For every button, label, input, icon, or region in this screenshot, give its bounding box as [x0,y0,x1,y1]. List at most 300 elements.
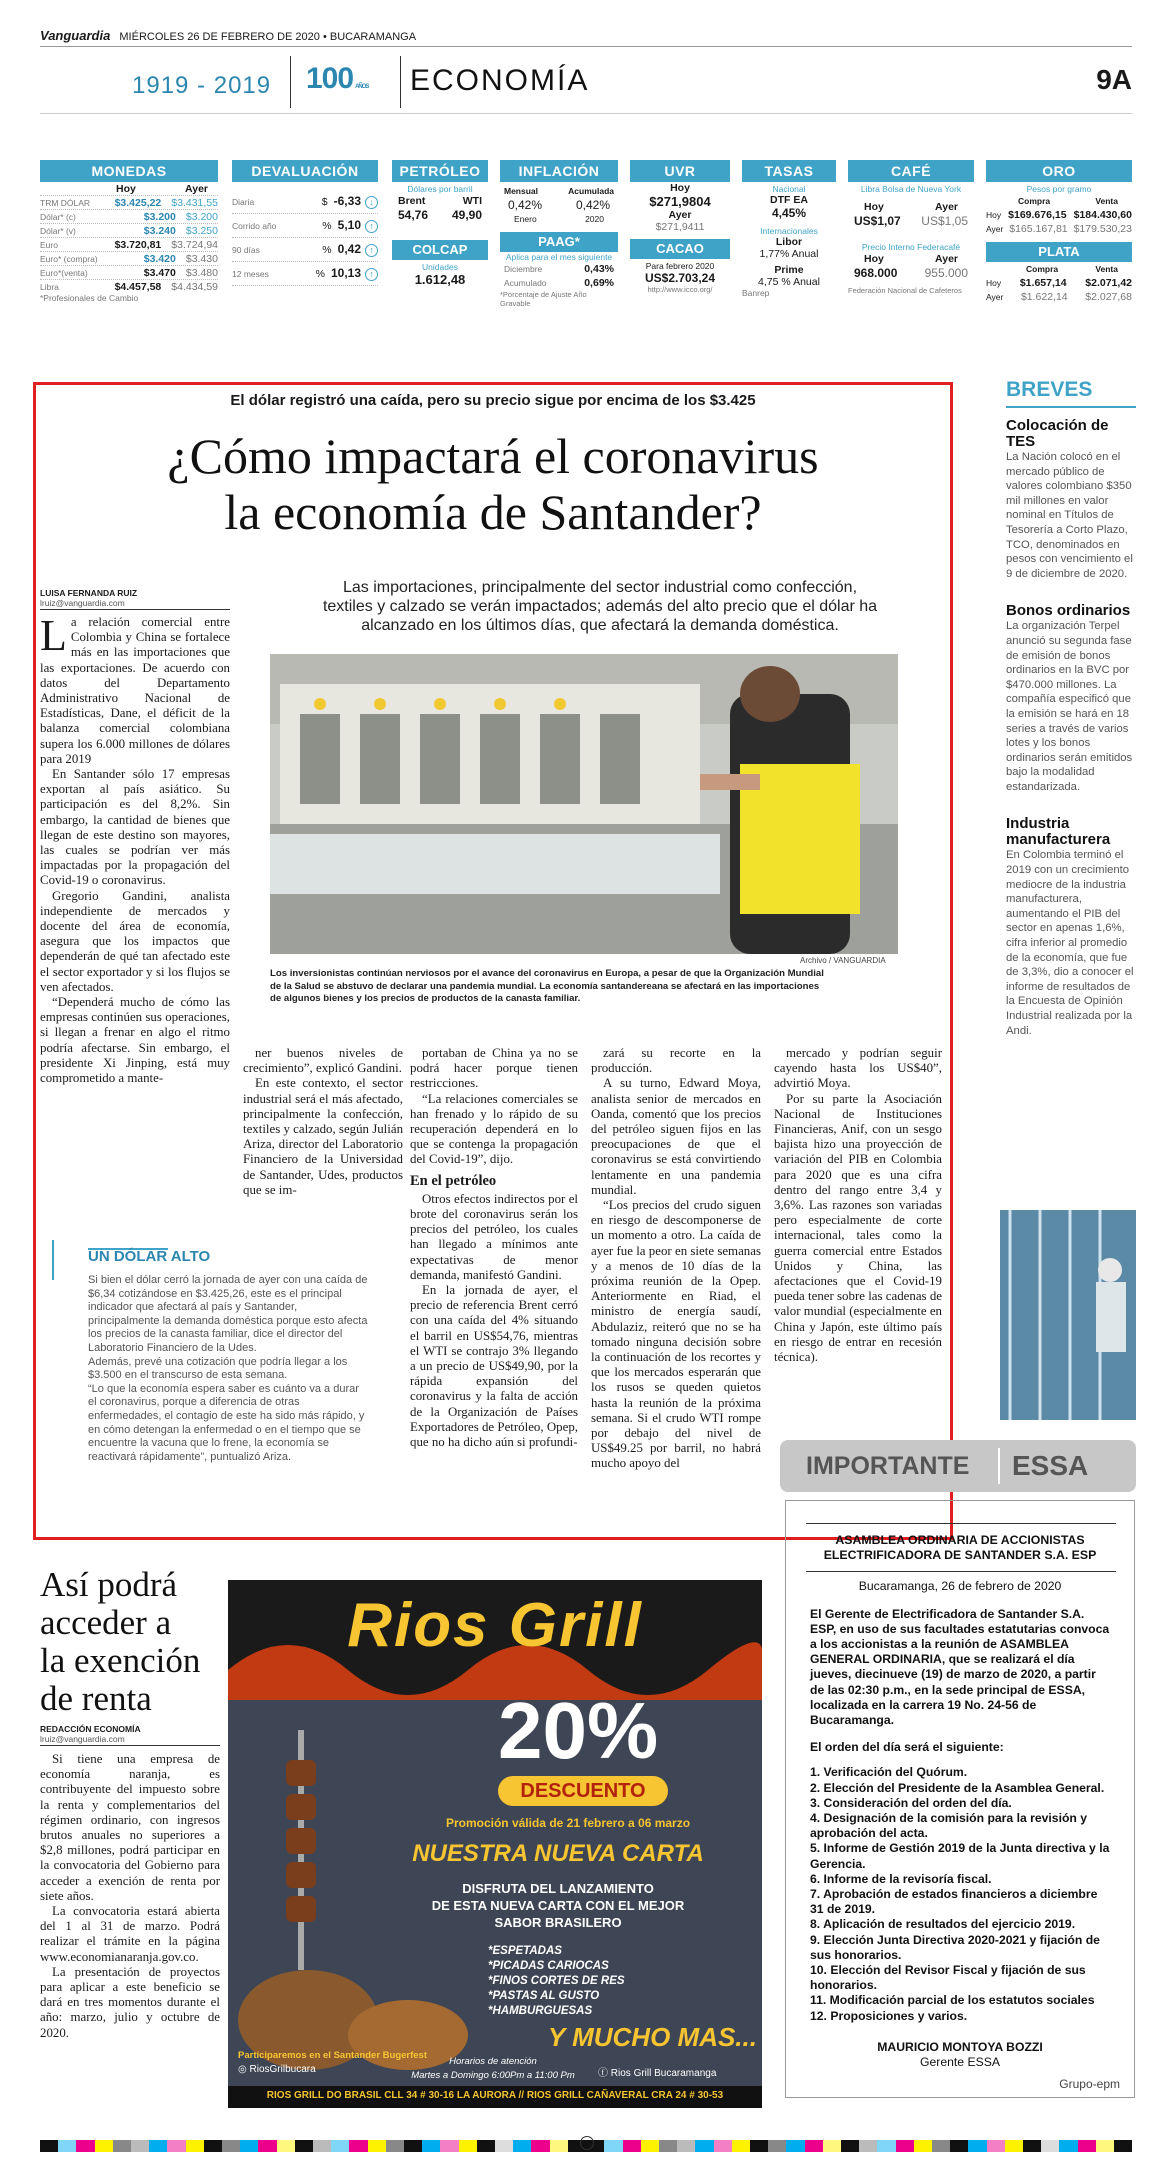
dateline: MIÉRCOLES 26 DE FEBRERO DE 2020 • BUCARAMANGA [119,31,417,43]
deval-value: 5,10 [337,218,361,232]
ad-disfruta [378,1880,738,1931]
inflacion-panel [500,160,618,308]
hoy-value: $4.457,58 [114,280,162,293]
photo-caption [270,968,910,1006]
article-column-5 [774,1046,942,1365]
color-mark [40,2140,58,2152]
paragraph: mercado y podrían seguir cayendo hasta los US$40”, advirtió Moya. [774,1046,942,1091]
renta-title-3: la exención [40,1641,201,1680]
color-mark [331,2140,349,2152]
color-mark [222,2140,240,2152]
author-byline: LUISA FERNANDA RUIZ [40,588,138,598]
color-mark [1114,2140,1132,2152]
breve-text: La organización Terpel anunció su segunda fase de emisión de bonos ordinarios en la BVC por $470.000 millones. La compañía especificó que la emisión se hará en 18 series a través de varios lotes y los bonos ordinarios serán emitidos bajo la modalidad estandarizada. [1006,620,1133,793]
deval-unit: % [315,268,325,280]
hoy-value: $3.200 [143,210,176,223]
hoy-value: $3.420 [143,252,176,265]
breves-list [1006,418,1136,1038]
renta-text [40,1752,220,2041]
devaluacion-row [232,214,378,238]
paag-sub: Aplica para el mes siguiente [505,252,613,262]
color-mark [823,2140,841,2152]
monedas-row [40,195,218,209]
color-mark [368,2140,386,2152]
ad-horarios: Horarios de atención [449,2056,537,2067]
row-values [115,239,218,251]
plata-ayer-venta: $2.027,68 [1085,291,1132,303]
paag-row [500,276,618,290]
oro-sub: Pesos por gramo [1026,184,1092,194]
agenda-item: 9. Elección Junta Directiva 2020-2021 y fijación de sus honorarios. [810,1932,1100,1962]
color-mark [1005,2140,1023,2152]
divider [40,609,230,610]
color-mark [604,2140,622,2152]
wti-value: 49,90 [451,208,482,222]
paragraph: La presentación de proyectos para aplicar a este beneficio se dará en tres momentos durante el año: marzo, julio y octubre de 2020. [40,1964,220,2040]
currency-label: TRM DÓLAR [40,197,91,208]
deval-label: Diaria [232,196,255,207]
tasas-nacional: Nacional [772,184,806,194]
brand-name: Vanguardia [40,28,111,43]
color-mark [422,2140,440,2152]
industry-photo [1000,1210,1136,1420]
paag-title: PAAG* [500,232,618,252]
cafe-bolsa: Libra Bolsa de Nueva York [860,184,962,194]
color-mark [149,2140,167,2152]
cafe-panel [848,160,974,295]
hoy-value: $3.720,81 [114,238,162,251]
row-values [144,267,218,279]
paag-value: 0,69% [584,277,614,289]
breve-item [1006,816,1136,1038]
agenda-item: 10. Elección del Revisor Fiscal y fijación de sus honorarios. [810,1963,1086,1993]
essa-date: Bucaramanga, 26 de febrero de 2020 [858,1579,1062,1594]
breves-title: BREVES [1006,378,1136,408]
breves-sidebar [1006,378,1136,1060]
ad-menu-item: *HAMBURGUESAS [488,2005,593,2017]
hoy-value: $3.425,22 [114,196,162,209]
color-mark [186,2140,204,2152]
monedas-row [40,223,218,237]
monedas-row [40,279,218,293]
column-1-text [40,611,230,1086]
paag-label: Acumulado [504,278,547,288]
paragraph: En Santander sólo 17 empresas exportan al país asiático. Su participación es del 8,2%. Sin embargo, la cantidad de bienes que llegan de este destino son mayores, las cuales se podrían ver más impactadas por la propagación del Covid-19 o coronavirus. [40,767,230,888]
uvr-panel [630,160,730,294]
rios-grill-ad[interactable] [228,1580,762,2108]
color-mark [695,2140,713,2152]
colcap-sub: Unidades [422,262,458,272]
lead-line-1: Las importaciones, principalmente del sector industrial como confección, [342,579,858,596]
ad-percent: 20% [498,1686,659,1775]
oro-hoy-compra: $169.676,15 [1008,209,1067,221]
deval-values [322,242,378,257]
uvr-title: UVR [630,160,730,182]
column-2-text [243,1046,403,1198]
brent-value: 54,76 [398,208,429,222]
instagram-icon: ◎ [238,2064,250,2075]
currency-label: Euro*(venta) [40,267,88,278]
renta-title-1: Así podrá [40,1565,178,1604]
currency-label: Libra [40,281,59,292]
photo-credit: Archivo / VANGUARDIA [800,956,886,965]
petroleo-sub: Dólares por barril [407,184,473,194]
agenda-item: 2. Elección del Presidente de la Asamblea General. [810,1780,1105,1795]
agenda-item: 12. Proposiciones y varios. [810,2008,968,2023]
monedas-title: MONEDAS [40,160,218,182]
paag-label: Diciembre [504,264,543,274]
currency-label: Euro [40,239,58,250]
color-mark [1078,2140,1096,2152]
oro-hoy-venta: $184.430,60 [1073,209,1132,221]
color-mark [258,2140,276,2152]
monedas-row [40,237,218,251]
acumulada-value: 0,42% [575,198,610,212]
up-arrow-icon: ↑ [365,268,378,281]
tasas-intl: Internacionales [760,226,818,236]
color-mark [950,2140,968,2152]
deval-unit: % [322,244,332,256]
paragraph: Otros efectos indirectos por el brote del coronavirus serán los precios del petróleo, los cuales han llegado a mínimos ante expectativas de menor demanda, manifestó Gandini. [410,1191,578,1282]
color-mark [859,2140,877,2152]
row-values [144,225,218,237]
color-mark [714,2140,732,2152]
color-mark [204,2140,222,2152]
color-mark [513,2140,531,2152]
paag-row [500,262,618,276]
ad-menu-items [488,1944,625,2019]
cafe-hoy-label: Hoy [864,201,884,213]
headline-line-2: la economía de Santander? [224,484,762,540]
currency-label: Dólar* (v) [40,225,76,236]
up-arrow-icon: ↑ [365,220,378,233]
breve-text: La Nación colocó en el mercado público de valores colombiano $350 mil millones en valor nominal en Títulos de Tesorería a Corto Plazo, TCO, denominados en pesos con vencimiento el 9 de diciembre de 2020. [1006,451,1133,580]
ad-disfruta-3: SABOR BRASILERO [494,1915,622,1930]
color-mark [167,2140,185,2152]
brent-label: Brent [398,195,426,207]
color-mark [896,2140,914,2152]
hoy-value: $3.240 [143,224,176,237]
plata-hoy-compra: $1.657,14 [1019,277,1067,289]
deval-value: -6,33 [333,194,361,208]
cafe-hoy-label: Hoy [864,253,884,265]
paag-value: 0,43% [584,263,614,275]
caption-line-2: de la Salud se abstuvo de declarar una pandemia mundial. La economía santandereana se afectará en las importaciones [270,980,820,992]
oro-venta-label: Venta [1095,196,1118,206]
cafe-ayer-label: Ayer [935,253,958,265]
article-kicker: El dólar registró una caída, pero su precio sigue por encima de los $3.425 [230,392,756,409]
row-values [144,211,218,223]
cacao-sub: Para febrero 2020 [645,261,715,271]
color-mark [1059,2140,1077,2152]
renta-email: lruiz@vanguardia.com [40,1734,125,1744]
essa-heading-1: ASAMBLEA ORDINARIA DE ACCIONISTAS [835,1533,1085,1547]
color-mark [58,2140,76,2152]
color-mark [1041,2140,1059,2152]
cafe-interno: Precio Interno Federacafé [861,242,961,252]
petroleo-title: PETRÓLEO [392,160,488,182]
top-dateline-bar [40,28,1132,47]
color-mark [1023,2140,1041,2152]
box-text [88,1274,368,1464]
color-mark [95,2140,113,2152]
column-4-text [591,1046,761,1472]
agenda-item: 8. Aplicación de resultados del ejercicio 2019. [810,1917,1076,1932]
renta-title-4: de renta [40,1679,152,1718]
sidebar-box-dollar [40,1240,370,1530]
breve-text: En Colombia terminó el 2019 con un crecimiento mediocre de la industria manufacturera, aumentando el PIB del sector en apenas 1,6%, cifra inferior al promedio de la economía, que fue de 3,3%, dio a conocer el informe de resultados de la Encuesta de Opinión Industrial realizada por la Andi. [1006,849,1134,1037]
article-column-3 [410,1046,578,1450]
cafe-source: Federación Nacional de Cafeteros [848,286,962,295]
oro-hoy-label: Hoy [986,210,1002,220]
column-5-text [774,1046,942,1365]
inflacion-title: INFLACIÓN [500,160,618,182]
breve-title: Bonos ordinarios [1006,602,1131,620]
paragraph: En este contexto, el sector industrial será el más afectado, principalmente la confección, textiles y calzado, según Julián Ariza, director del Laboratorio Financiero de la Universidad de Santander, Udes, productos que se im- [243,1076,404,1197]
monedas-row [40,209,218,223]
ayer-value: $3.480 [185,266,218,279]
agenda-item: 11. Modificación parcial de los estatutos sociales [810,1993,1095,2008]
industry-photo-illustration [1000,1210,1136,1420]
cafe-bolsa-ayer: US$1,05 [921,214,968,228]
essa-items [786,1765,1134,2023]
ad-ig-handle: RiosGrilbucara [249,2064,316,2075]
row-values [115,281,218,293]
dtf-label: DTF EA [770,194,808,206]
cacao-value: US$2.703,24 [644,271,716,285]
breve-title: Colocación de TES [1006,417,1109,450]
colcap-title: COLCAP [392,240,488,260]
subhead-petroleo: En el petróleo [410,1172,497,1189]
ayer-value: $3.724,94 [171,238,218,251]
paragraph: La convocatoria estará abierta del 1 al 31 de marzo. Podrá realizar el trámite en la página www.economianaranja.gov.co. [40,1904,220,1964]
color-mark [987,2140,1005,2152]
agenda-item: 5. Informe de Gestión 2019 de la Junta directiva y la Gerencia. [810,1841,1110,1871]
divider [806,1571,1116,1572]
inflacion-anio: 2020 [585,214,604,224]
color-mark [641,2140,659,2152]
agenda-item: 6. Informe de la revisoría fiscal. [810,1871,992,1886]
deval-values [322,194,378,209]
agenda-item: 4. Designación de la comisión para la revisión y aprobación del acta. [810,1811,1088,1841]
anniversary-years: 1919 - 2019 [132,72,272,99]
100-years-logo [306,62,368,96]
deval-label: Corrido año [232,220,277,231]
color-mark [877,2140,895,2152]
color-mark [386,2140,404,2152]
paragraph: Gregorio Gandini, analista independiente de mercados y docente del área de economía, asegura que los impactos que dependerán de qué tan afectado este el sector exportador y si los flujos se ven afectados. [40,888,230,994]
color-mark [531,2140,549,2152]
grupo-epm-logo: Grupo-epm [1059,2077,1120,2091]
cafe-bolsa-hoy: US$1,07 [854,214,901,228]
column-3b-text [410,1192,578,1450]
oro-ayer-label: Ayer [986,224,1004,234]
prime-value: 4,75 % Anual [758,276,820,288]
color-mark [623,2140,641,2152]
tasas-title: TASAS [742,160,836,182]
uvr-hoy-label: Hoy [670,182,690,194]
section-title: ECONOMÍA [410,64,590,97]
deval-label: 90 días [232,244,260,255]
logo-sub: AÑOS [355,84,369,90]
paragraph: Si tiene una empresa de economía naranja, es contribuyente del impuesto sobre la renta y complementarios del régimen ordinario, con ingresos brutos anuales no superiores a $2,8 millones, podrá participar en la convocatoria del Gobierno para acceder a exención de renta por siete años. [40,1752,220,1903]
cafe-title: CAFÉ [848,160,974,182]
ad-menu-item: *PASTAS AL GUSTO [488,1990,600,2002]
color-mark [914,2140,932,2152]
essa-brand: ESSA [1012,1450,1089,1481]
plata-ayer-label: Ayer [986,292,1004,302]
essa-signer: MAURICIO MONTOYA BOZZI [877,2039,1043,2054]
divider [998,1448,1000,1484]
lead-line-2: textiles y calzado se verán impactados; además del alto precio que el dólar ha [322,598,878,615]
color-mark [968,2140,986,2152]
paragraph: zará su recorte en la producción. [591,1046,761,1076]
ad-brand: Rios Grill [347,1591,643,1660]
oro-title: ORO [986,160,1132,182]
color-mark [313,2140,331,2152]
cacao-title: CACAO [630,239,730,259]
article-column-4 [591,1046,761,1472]
ad-footer-address: RIOS GRILL DO BRASIL CLL 34 # 30-16 LA AURORA // RIOS GRILL CAÑAVERAL CRA 24 # 30-53 [266,2090,724,2101]
color-mark [240,2140,258,2152]
petroleo-panel [392,160,488,287]
divider [400,56,401,108]
paragraph: A su turno, Edward Moya, analista senior de mercados en Oanda, comentó que los precios del petróleo siguen fijos en las preocupaciones de que el coronavirus se está convirtiendo lentamente en una pandemia mundial. [591,1076,761,1197]
essa-notice [785,1500,1135,2098]
ayer-value: $3.250 [185,224,218,237]
deval-unit: $ [321,196,328,208]
uvr-ayer-label: Ayer [668,209,692,221]
breve-item [1006,418,1136,581]
currency-label: Euro* (compra) [40,253,98,264]
breve-item [1006,603,1136,794]
libor-label: Libor [775,236,803,248]
box-accent-line [52,1240,54,1280]
oro-panel [986,160,1132,304]
color-mark [404,2140,422,2152]
hoy-value: $3.470 [143,266,176,279]
caption-line-1: Los inversionistas continúan nerviosos por el avance del coronavirus en Europa, a pesar de que la Organización Mundial [270,968,824,979]
tasas-panel [742,160,836,298]
color-mark [1096,2140,1114,2152]
ad-fb-handle: Rios Grill Bucaramanga [610,2068,717,2079]
renta-title-2: acceder a [40,1603,172,1642]
devaluacion-row [232,238,378,262]
devaluacion-title: DEVALUACIÓN [232,160,378,182]
ad-menu-item: *PICADAS CARIOCAS [488,1960,609,1972]
ayer-value: $3.431,55 [171,196,218,209]
cafe-int-hoy: 968.000 [854,266,898,280]
paragraph: portaban de China ya no se podrá hacer porque tienen restricciones. [410,1046,578,1091]
ad-instagram[interactable] [238,2064,316,2075]
ad-mucho-mas: Y MUCHO MAS... [548,2022,757,2052]
color-mark [841,2140,859,2152]
inflacion-mes: Enero [514,214,537,224]
ad-facebook[interactable] [598,2064,716,2079]
ad-disfruta-1: DISFRUTA DEL LANZAMIENTO [462,1881,654,1896]
registration-target-icon [580,2136,594,2150]
mensual-label: Mensual [504,186,539,196]
paag-note: *Porcentaje de Ajuste Año Gravable [500,290,587,308]
paag-rows [500,262,618,290]
color-mark [459,2140,477,2152]
uvr-ayer: $271,9411 [655,221,705,233]
factory-photo-illustration [270,654,898,954]
ayer-value: $3.200 [185,210,218,223]
deval-unit: % [322,220,332,232]
ad-menu-item: *ESPETADAS [488,1945,562,1957]
plata-title: PLATA [986,242,1132,262]
drop-cap: L [40,611,67,660]
deval-value: 10,13 [330,266,361,280]
currency-label: Dólar* (c) [40,211,76,222]
deval-values [316,266,378,281]
prime-label: Prime [774,264,804,276]
dtf-value: 4,45% [771,206,807,220]
plata-compra-label: Compra [1026,264,1059,274]
color-mark [477,2140,495,2152]
essa-heading-2: ELECTRIFICADORA DE SANTANDER S.A. ESP [823,1548,1097,1563]
monedas-rows [40,195,218,293]
deval-value: 0,42 [337,242,361,256]
ad-menu-item: *FINOS CORTES DE RES [488,1975,625,1987]
agenda-item: 3. Consideración del orden del día. [810,1795,1012,1810]
section-header [40,52,1132,114]
color-mark [113,2140,131,2152]
devaluacion-panel [232,160,378,286]
color-mark [76,2140,94,2152]
agenda-item: 7. Aprobación de estados financieros a diciembre 31 de 2019. [810,1887,1098,1917]
headline-line-1: ¿Cómo impactará el coronavirus [167,428,819,484]
box-paragraph: Además, prevé una cotización que podría llegar a los $3.500 en el transcurso de esta semana. [88,1355,348,1382]
oro-ayer-compra: $165.167,81 [1009,223,1068,235]
page-number: 9A [1096,64,1132,95]
monedas-row [40,265,218,279]
article-column-1 [40,611,230,1086]
article-column-2 [243,1046,403,1198]
deval-values [322,218,378,233]
row-values [144,253,218,265]
up-arrow-icon: ↑ [365,244,378,257]
paragraph: Por su parte la Asociación Nacional de Instituciones Financieras, Anif, con un sesgo bajista hizo una proyección de variación del PIB en Colombia para 2020 que es una cifra dentro del rango entre 3,4 y 3,6%. Las razones son variadas pero especialmente de corte internacional, tales como la guerra comercial entre Estados Unidos y China, las afectaciones que el Covid-19 pueda tener sobre las cadenas de valor mundial (especialmente en China y Japón, este último país en riesgo de entrar en recesión técnica). [774,1091,942,1365]
plata-ayer-compra: $1.622,14 [1020,291,1068,303]
essa-banner [780,1440,1136,1492]
color-mark [732,2140,750,2152]
paragraph: En la jornada de ayer, el precio de referencia Brent cerró con una caída del 4% situando el barril en US$54,76, mientras el WTI se contrajo 3% llegando a un precio de US$49,90, por la rápida expansión del coronavirus y la falta de acción de la Organización de Países Exportadores de Petróleo, Opep, que no ha dicho aún si profundi- [410,1283,578,1450]
cacao-url: http://www.icco.org/ [647,285,713,294]
ayer-value: $3.430 [185,252,218,265]
color-mark [932,2140,950,2152]
caption-line-3: de algunos bienes y los precios de productos de la canasta familiar. [270,993,581,1004]
monedas-row [40,251,218,265]
paragraph: “La relaciones comerciales se han frenado y lo rápido de su recuperación dependerá en lo que se contenga la propagación del Covid-19”, dijo. [410,1091,578,1167]
color-mark [131,2140,149,2152]
row-values [115,197,218,209]
agenda-item: 1. Verificación del Quórum. [810,1765,968,1780]
ad-promo: Promoción válida de 21 febrero a 06 marzo [445,1816,691,1830]
monedas-panel [40,160,218,303]
color-mark [805,2140,823,2152]
logo-number: 100 [306,62,354,95]
color-mark [349,2140,367,2152]
essa-orden: El orden del día será el siguiente: [810,1740,1004,1755]
ad-disfruta-2: DE ESTA NUEVA CARTA CON EL MEJOR [431,1898,685,1913]
article-lead [270,578,930,635]
oro-compra-label: Compra [1018,196,1051,206]
ad-descuento: DESCUENTO [498,1776,668,1806]
essa-heading [786,1533,1134,1563]
mensual-value: 0,42% [508,198,543,212]
